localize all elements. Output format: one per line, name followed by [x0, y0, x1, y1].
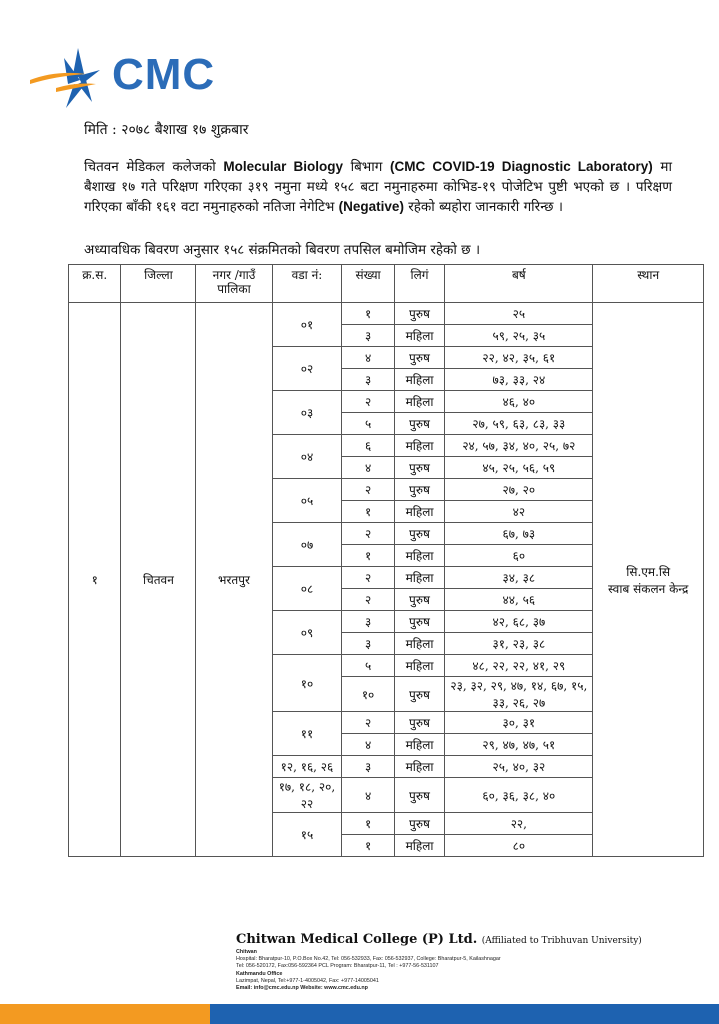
cell-gender: पुरुष — [394, 712, 445, 734]
cell-gender: महिला — [394, 435, 445, 457]
cell-age: ६७, ७३ — [445, 523, 593, 545]
intro-paragraph: चितवन मेडिकल कलेजको Molecular Biology बिभाग (CMC COVID-19 Diagnostic Laboratory) मा बैशाख १७ गते परिक्षण गरिएका ३१९ नमुना मध्ये १५८ बटा नमुनाहरुमा कोभिड-१९ पोजेटिभ पुष्टी भएको छ । परिक्षण गरिएका बाँकी १६१ वटा नमुनाहरुको नतिजा नेगेटिभ (Negative) रहेको ब्यहोरा जानकारी गरिन्छ । — [84, 159, 672, 215]
cmc-star-icon — [26, 44, 116, 114]
cell-gender: महिला — [394, 835, 445, 857]
cell-age: २५, ४०, ३२ — [445, 756, 593, 778]
cell-ward: ०३ — [272, 391, 342, 435]
footer-line: Email: info@cmc.edu.np Website: www.cmc.edu.np — [236, 985, 368, 992]
table-row — [69, 303, 704, 325]
cell-sn: १ — [69, 303, 121, 857]
cell-count: १ — [342, 501, 394, 523]
cell-age: ४६, ४० — [445, 391, 593, 413]
cell-gender: पुरुष — [394, 479, 445, 501]
cell-count: १ — [342, 813, 394, 835]
cell-count: ३ — [342, 611, 394, 633]
cell-age: ७३, ३३, २४ — [445, 369, 593, 391]
cell-age: ५९, २५, ३५ — [445, 325, 593, 347]
cell-count: ४ — [342, 457, 394, 479]
cell-ward: १२, १६, २६ — [272, 756, 342, 778]
cell-age: ३४, ३८ — [445, 567, 593, 589]
cell-gender: पुरुष — [394, 611, 445, 633]
table-header-row — [69, 265, 704, 303]
header-municipality: नगर /गाउँ पालिका — [196, 265, 272, 303]
header-ward: वडा नं: — [272, 265, 342, 303]
cell-gender: महिला — [394, 756, 445, 778]
cell-age: ४२ — [445, 501, 593, 523]
cell-gender: पुरुष — [394, 589, 445, 611]
footer-line: Hospital: Bharatpur-10, P.O.Box No.42, Tel: 056-532933, Fax: 056-532937, College: Bharatpur-5, Kailashnagar — [236, 956, 501, 963]
place-line-2: स्वाब संकलन केन्द्र — [608, 581, 689, 596]
cell-age: ३०, ३१ — [445, 712, 593, 734]
cell-age: ४८, २२, २२, ४१, २९ — [445, 655, 593, 677]
cell-count: २ — [342, 589, 394, 611]
cell-gender: पुरुष — [394, 347, 445, 369]
cell-count: ४ — [342, 347, 394, 369]
cell-age: ४४, ५६ — [445, 589, 593, 611]
cases-table — [68, 264, 704, 857]
header-district: जिल्ला — [121, 265, 196, 303]
cell-gender: महिला — [394, 325, 445, 347]
cell-gender: महिला — [394, 734, 445, 756]
cell-gender: पुरुष — [394, 523, 445, 545]
cell-age: २२, ४२, ३५, ६१ — [445, 347, 593, 369]
header-sn: क्र.स. — [69, 265, 121, 303]
footer-bar-orange — [0, 1004, 210, 1024]
cell-age: ६० — [445, 545, 593, 567]
footer-line: Chitwan — [236, 949, 257, 955]
cell-count: ४ — [342, 778, 394, 813]
cell-ward: ०९ — [272, 611, 342, 655]
cell-gender: पुरुष — [394, 677, 445, 712]
cell-ward: १७, १८, २०, २२ — [272, 778, 342, 813]
header-gender: लिगं — [394, 265, 445, 303]
place-line-1: सि.एम.सि — [626, 564, 671, 579]
cell-district: चितवन — [121, 303, 196, 857]
cell-count: १ — [342, 303, 394, 325]
cell-age: २४, ५७, ३४, ४०, २५, ७२ — [445, 435, 593, 457]
footer-affiliation: (Affiliated to Tribhuvan University) — [481, 936, 642, 946]
cell-ward: ०५ — [272, 479, 342, 523]
cell-count: ४ — [342, 734, 394, 756]
cell-age: ६०, ३६, ३८, ४० — [445, 778, 593, 813]
cell-gender: महिला — [394, 369, 445, 391]
cell-gender: महिला — [394, 391, 445, 413]
footer-title: Chitwan Medical College (P) Ltd. (Affiliated to Tribhuvan University) — [236, 932, 642, 947]
cell-gender: पुरुष — [394, 457, 445, 479]
cell-age: २९, ४७, ४७, ५१ — [445, 734, 593, 756]
cell-place — [593, 303, 704, 857]
footer-line: Tel: 056-520172, Fax:056-592364 PCL Program: Bharatpur-11, Tel : +977-56-531107 — [236, 963, 439, 970]
cell-gender: पुरुष — [394, 778, 445, 813]
header-age: बर्ष — [445, 265, 593, 303]
cell-gender: महिला — [394, 501, 445, 523]
cell-count: २ — [342, 567, 394, 589]
cell-gender: महिला — [394, 567, 445, 589]
footer-line: Kathmandu Office — [236, 970, 283, 977]
cell-ward: १५ — [272, 813, 342, 857]
cell-gender: महिला — [394, 655, 445, 677]
cell-count: १ — [342, 835, 394, 857]
header-place: स्थान — [593, 265, 704, 303]
cell-age: ४२, ६८, ३७ — [445, 611, 593, 633]
cell-gender: महिला — [394, 633, 445, 655]
cell-ward: ०८ — [272, 567, 342, 611]
cell-count: ३ — [342, 369, 394, 391]
cell-age: २३, ३२, २९, ४७, १४, ६७, १५, ३३, २६, २७ — [445, 677, 593, 712]
cell-gender: पुरुष — [394, 413, 445, 435]
cell-ward: ०१ — [272, 303, 342, 347]
cell-count: ३ — [342, 325, 394, 347]
cell-age: २७, ५९, ६३, ८३, ३३ — [445, 413, 593, 435]
cell-count: ३ — [342, 756, 394, 778]
cell-municipality: भरतपुर — [196, 303, 272, 857]
footer-address — [236, 949, 501, 992]
cell-age: २२, — [445, 813, 593, 835]
cell-ward: १० — [272, 655, 342, 712]
cell-count: २ — [342, 391, 394, 413]
date-line: मिति : २०७८ बैशाख १७ शुक्रबार — [84, 122, 249, 138]
cell-ward: ०७ — [272, 523, 342, 567]
logo-text: CMC — [112, 50, 216, 99]
footer-line: Lazimpat, Nepal, Tel:+977-1-4005042, Fax: +977-14005041 — [236, 977, 379, 984]
cell-count: १ — [342, 545, 394, 567]
summary-line: अध्यावधिक बिवरण अनुसार १५८ संक्रमितको बिवरण तपसिल बमोजिम रहेको छ । — [84, 242, 481, 258]
cell-count: १० — [342, 677, 394, 712]
cell-count: ५ — [342, 655, 394, 677]
cell-count: ६ — [342, 435, 394, 457]
cell-ward: ०४ — [272, 435, 342, 479]
cell-age: २७, २० — [445, 479, 593, 501]
cell-count: २ — [342, 523, 394, 545]
cell-count: ५ — [342, 413, 394, 435]
cell-ward: ११ — [272, 712, 342, 756]
cell-gender: पुरुष — [394, 303, 445, 325]
cell-age: ३१, २३, ३८ — [445, 633, 593, 655]
cell-age: ४५, २५, ५६, ५९ — [445, 457, 593, 479]
cell-ward: ०२ — [272, 347, 342, 391]
cell-gender: महिला — [394, 545, 445, 567]
cell-gender: पुरुष — [394, 813, 445, 835]
header-count: संख्या — [342, 265, 394, 303]
cell-count: ३ — [342, 633, 394, 655]
cell-count: २ — [342, 712, 394, 734]
cell-count: २ — [342, 479, 394, 501]
cell-age: २५ — [445, 303, 593, 325]
cell-age: ८० — [445, 835, 593, 857]
